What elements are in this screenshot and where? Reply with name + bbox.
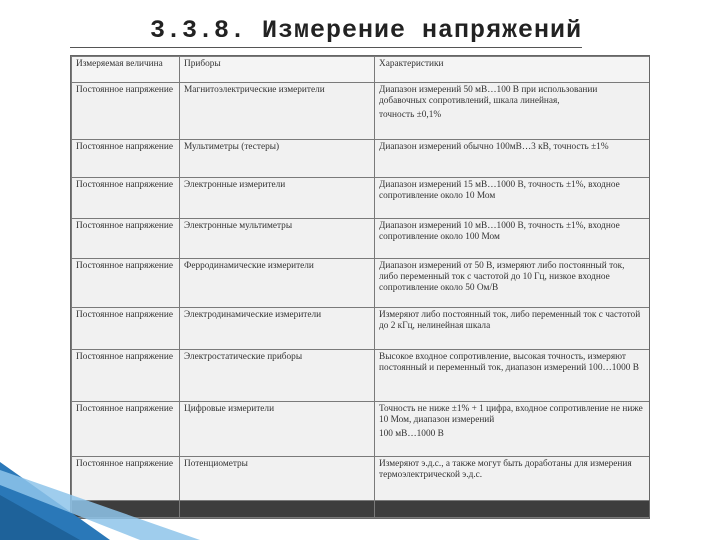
cell-quantity: Постоянное напряжение <box>72 350 180 402</box>
table-row <box>72 218 650 258</box>
cell-instrument: Потенциометры <box>180 456 375 500</box>
cell-instrument: Мультиметры (тестеры) <box>180 140 375 178</box>
cell-quantity: Постоянное напряжение <box>72 307 180 349</box>
header-quantity: Измеряемая величина <box>72 57 180 83</box>
characteristics-text: Точность не ниже ±1% + 1 цифра, входное сопротивление не ниже 10 Мом, диапазон измерений <box>379 404 643 426</box>
table-row <box>72 350 650 402</box>
header-characteristics: Характеристики <box>375 57 650 83</box>
cell-quantity: Постоянное напряжение <box>72 83 180 140</box>
table-header-row <box>72 57 650 83</box>
table-row <box>72 140 650 178</box>
cell-characteristics <box>375 83 650 140</box>
corner-wave-decoration <box>0 440 220 540</box>
table-row <box>72 178 650 218</box>
title-underline <box>70 47 582 48</box>
cell-quantity: Постоянное напряжение <box>72 140 180 178</box>
cell-instrument: Цифровые измерители <box>180 402 375 456</box>
table-row <box>72 258 650 307</box>
cell-quantity: Постоянное напряжение <box>72 258 180 307</box>
characteristics-tail: 100 мВ…1000 В <box>379 429 444 440</box>
characteristics-text: Диапазон измерений 50 мВ…100 В при использовании добавочных сопротивлений, шкала линейная, <box>379 85 598 106</box>
table-row <box>72 83 650 140</box>
cell-instrument: Электродинамические измерители <box>180 307 375 349</box>
cell-characteristics: Измеряют э.д.с., а также могут быть доработаны для измерения термоэлектрической э.д.с. <box>375 456 650 500</box>
characteristics-tail: точность ±0,1% <box>379 110 442 120</box>
table-row <box>72 307 650 349</box>
cell-instrument: Электростатические приборы <box>180 350 375 402</box>
footer-cell <box>375 500 650 517</box>
cell-characteristics: Диапазон измерений от 50 В, измеряют либо постоянный ток, либо переменный ток с частотой до 10 Гц, низкое входное сопротивление около 50 Ом/В <box>375 258 650 307</box>
cell-instrument: Магнитоэлектрические измерители <box>180 83 375 140</box>
cell-quantity: Постоянное напряжение <box>72 218 180 258</box>
cell-characteristics: Высокое входное сопротивление, высокая точность, измеряют постоянный и переменный ток, диапазон измерений 100…1000 В <box>375 350 650 402</box>
cell-characteristics: Диапазон измерений обычно 100мВ…3 кВ, точность ±1% <box>375 140 650 178</box>
cell-quantity: Постоянное напряжение <box>72 178 180 218</box>
cell-quantity: Постоянное напряжение <box>72 402 180 456</box>
cell-characteristics <box>375 402 650 456</box>
cell-instrument: Электронные мультиметры <box>180 218 375 258</box>
cell-characteristics: Диапазон измерений 10 мВ…1000 В, точность ±1%, входное сопротивление около 100 Мом <box>375 218 650 258</box>
cell-instrument: Электронные измерители <box>180 178 375 218</box>
header-instruments: Приборы <box>180 57 375 83</box>
cell-instrument: Ферродинамические измерители <box>180 258 375 307</box>
cell-characteristics: Диапазон измерений 15 мВ…1000 В, точность ±1%, входное сопротивление около 10 Мом <box>375 178 650 218</box>
cell-characteristics: Измеряют либо постоянный ток, либо переменный ток с частотой до 2 кГц, нелинейная шкала <box>375 307 650 349</box>
cell-quantity: Постоянное напряжение <box>72 456 180 500</box>
slide-title: 3.3.8. Измерение напряжений <box>150 16 583 45</box>
